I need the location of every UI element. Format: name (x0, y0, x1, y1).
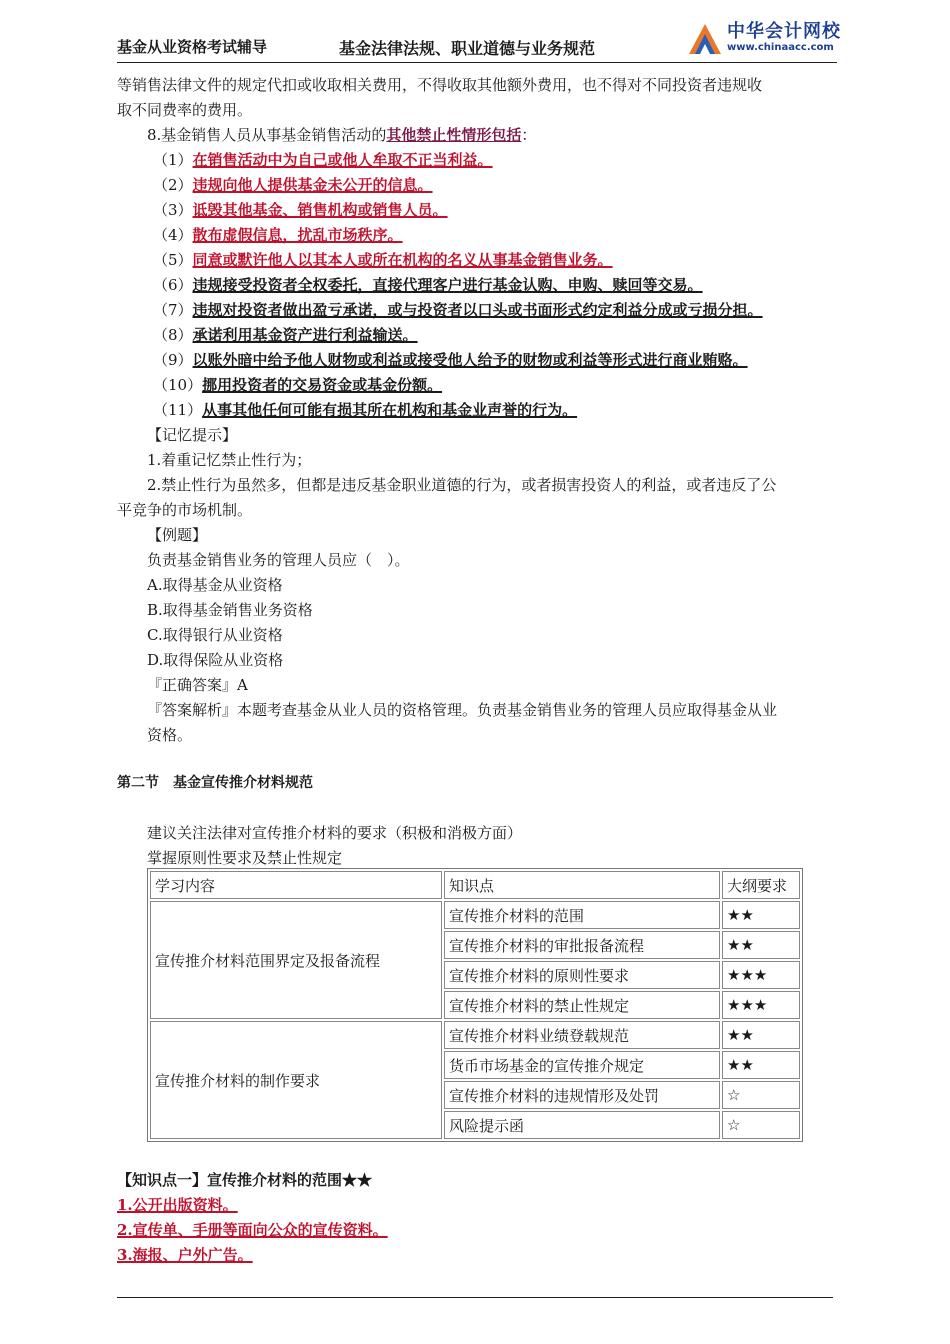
table-header: 大纲要求 (722, 871, 800, 899)
prohibited-text: 违规向他人提供基金未公开的信息。 (192, 176, 433, 194)
footer-divider (117, 1297, 833, 1298)
table-level: ★★ (722, 1021, 800, 1049)
prohibited-num: （10） (153, 376, 203, 394)
table-cell: 宣传推介材料的禁止性规定 (444, 991, 720, 1019)
memory-point-2: 2.禁止性行为虽然多，但都是违反基金职业道德的行为，或者损害投资人的利益，或者违反了公 (147, 476, 777, 494)
example-option: D.取得保险从业资格 (147, 651, 284, 669)
prohibited-text: 散布虚假信息，扰乱市场秩序。 (192, 226, 403, 244)
memory-point-1: 1.着重记忆禁止性行为； (147, 451, 312, 469)
knowledge-table (147, 868, 803, 1142)
prohibited-num: （9） (153, 351, 193, 369)
prohibited-item (153, 225, 403, 245)
table-cell: 风险提示函 (444, 1111, 720, 1139)
table-level: ★★★ (722, 961, 800, 989)
prohibited-text: 在销售活动中为自己或他人牟取不正当利益。 (192, 151, 493, 169)
prohibited-num: （11） (153, 401, 203, 419)
prohibited-item (153, 300, 763, 320)
memory-point-2-cont: 平竞争的市场机制。 (117, 501, 253, 519)
table-cell: 宣传推介材料业绩登载规范 (444, 1021, 720, 1049)
prohibited-item (153, 400, 577, 420)
prohibited-num: （2） (153, 176, 193, 194)
logo-triangle-icon (685, 20, 725, 56)
prohibited-item (153, 250, 613, 270)
table-level: ★★ (722, 931, 800, 959)
section-title: 第二节 基金宣传推介材料规范 (117, 775, 313, 791)
item-8-suffix: ： (521, 126, 537, 144)
table-row (150, 901, 800, 929)
prohibited-text: 从事其他任何可能有损其所在机构和基金业声誉的行为。 (202, 401, 578, 419)
prohibited-num: （6） (153, 276, 193, 294)
example-title: 【例题】 (147, 526, 208, 544)
table-cell: 宣传推介材料的审批报备流程 (444, 931, 720, 959)
prohibited-num: （3） (153, 201, 193, 219)
table-level: ☆ (722, 1111, 800, 1139)
prohibited-text: 以账外暗中给予他人财物或利益或接受他人给予的财物或利益等形式进行商业贿赂。 (192, 351, 748, 369)
prohibited-num: （7） (153, 301, 193, 319)
prohibited-num: （4） (153, 226, 193, 244)
header-middle-title: 基金法律法规、职业道德与业务规范 (339, 39, 596, 58)
table-cell: 货币市场基金的宣传推介规定 (444, 1051, 720, 1079)
header-left-title: 基金从业资格考试辅导 (117, 38, 268, 56)
item-8 (147, 125, 536, 145)
section-note-1: 建议关注法律对宣传推介材料的要求（积极和消极方面） (147, 824, 523, 842)
example-option: C.取得银行从业资格 (147, 626, 283, 644)
prohibited-text: 违规接受投资者全权委托，直接代理客户进行基金认购、申购、赎回等交易。 (192, 276, 703, 294)
prohibited-num: （1） (153, 151, 193, 169)
table-level: ★★ (722, 901, 800, 929)
table-header-row (150, 871, 800, 899)
memory-title: 【记忆提示】 (147, 426, 238, 444)
item-8-prefix: 8.基金销售人员从事基金销售活动的 (147, 126, 387, 144)
example-analysis: 『答案解析』本题考查基金从业人员的资格管理。负责基金销售业务的管理人员应取得基金从业 (147, 701, 778, 719)
chinaacc-logo (677, 16, 847, 60)
table-cell: 宣传推介材料的范围 (444, 901, 720, 929)
prohibited-text: 违规对投资者做出盈亏承诺，或与投资者以口头或书面形式约定利益分成或亏损分担。 (192, 301, 763, 319)
prohibited-text: 诋毁其他基金、销售机构或销售人员。 (192, 201, 448, 219)
prohibited-item (153, 200, 448, 220)
page-header (117, 21, 841, 63)
table-group-cell: 宣传推介材料范围界定及报备流程 (150, 901, 442, 1019)
example-answer: 『正确答案』A (147, 676, 248, 694)
table-cell: 宣传推介材料的违规情形及处罚 (444, 1081, 720, 1109)
knowledge-item: 2.宣传单、手册等面向公众的宣传资料。 (117, 1221, 388, 1239)
prohibited-num: （8） (153, 326, 193, 344)
logo-name: 中华会计网校 (727, 21, 841, 42)
table-group-cell: 宣传推介材料的制作要求 (150, 1021, 442, 1139)
table-level: ★★ (722, 1051, 800, 1079)
logo-url: www.chinaacc.com (727, 42, 834, 53)
example-option: A.取得基金从业资格 (147, 576, 283, 594)
intro-line-1: 等销售法律文件的规定代扣或收取相关费用，不得收取其他额外费用，也不得对不同投资者违规收 (117, 76, 763, 94)
example-question: 负责基金销售业务的管理人员应（ ）。 (147, 551, 410, 569)
example-option: B.取得基金销售业务资格 (147, 601, 313, 619)
prohibited-item (153, 150, 493, 170)
intro-line-2: 取不同费率的费用。 (117, 101, 253, 119)
knowledge-item: 3.海报、户外广告。 (117, 1246, 253, 1264)
table-header: 学习内容 (150, 871, 442, 899)
prohibited-item (153, 325, 418, 345)
table-level: ★★★ (722, 991, 800, 1019)
prohibited-text: 承诺利用基金资产进行利益输送。 (192, 326, 418, 344)
example-analysis-cont: 资格。 (147, 726, 193, 744)
prohibited-text: 挪用投资者的交易资金或基金份额。 (202, 376, 443, 394)
item-8-emphasis: 其他禁止性情形包括 (386, 126, 522, 144)
table-level: ☆ (722, 1081, 800, 1109)
section-note-2: 掌握原则性要求及禁止性规定 (147, 849, 343, 867)
prohibited-text: 同意或默许他人以其本人或所在机构的名义从事基金销售业务。 (192, 251, 613, 269)
prohibited-item (153, 175, 433, 195)
prohibited-item (153, 275, 703, 295)
table-row (150, 1021, 800, 1049)
knowledge-point-title: 【知识点一】宣传推介材料的范围★★ (117, 1171, 373, 1189)
prohibited-item (153, 350, 748, 370)
prohibited-item (153, 375, 442, 395)
table-cell: 宣传推介材料的原则性要求 (444, 961, 720, 989)
table-header: 知识点 (444, 871, 720, 899)
prohibited-num: （5） (153, 251, 193, 269)
knowledge-item: 1.公开出版资料。 (117, 1196, 238, 1214)
